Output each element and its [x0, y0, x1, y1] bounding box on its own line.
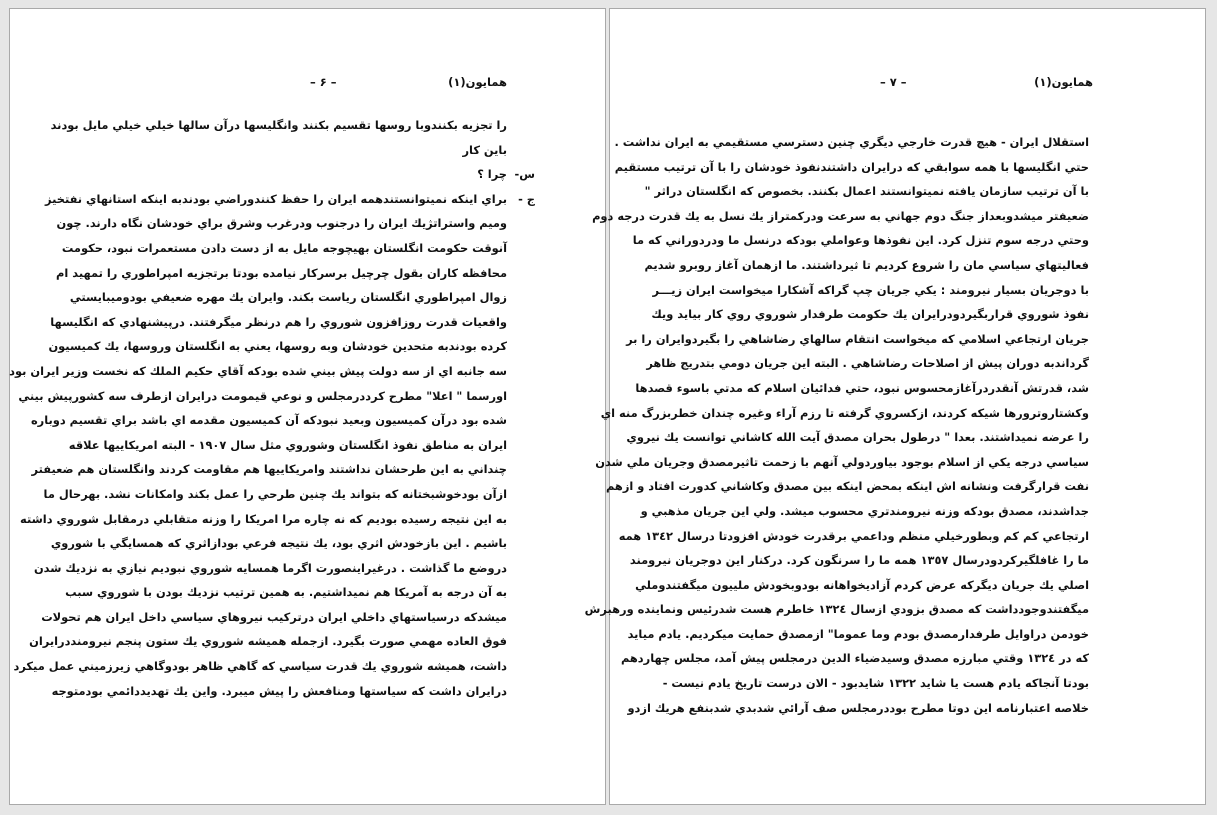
text-line: سه جانبه اي از سه دولت پيش بيني شده بودكه آقاي حكيم الملك كه نخست وزير ايران بود — [9, 363, 507, 378]
text-line: را عرضه نميداشتند. بعدا " درطول بحران مصدق آيت الله كاشاني توانست يك نيروي — [626, 430, 1089, 445]
text-line: خودمن دراوايل طرفدارمصدق بودم وما عموما" ازمصدق حمايت ميكرديم. يادم ميايد — [627, 626, 1089, 641]
text-line: با آن ترتيب سازمان يافته نميتوانستند اعمال بكنند. بخصوص كه انگلستان دراثر " — [644, 184, 1089, 199]
text-line: باشيم . اين بازخودش اثري بود، يك نتيجه فرعي بودازاثري كه همسايگي با شوروي — [50, 536, 507, 551]
running-head: همايون(١) — [1034, 75, 1093, 89]
text-line: درايران داشت كه سياستها ومنافعش را پيش ميبرد. واين يك تهديددائمي بودمتوجه — [51, 683, 507, 698]
text-line: استقلال ايران - هيچ قدرت خارجي ديگري چنين دسترسي مستقيمي به ايران نداشت . — [614, 135, 1089, 149]
text-line: حتي انگليسها با همه سوابقي كه درايران داشتندنفوذ خودشان را با آن ترتيب مستقيم — [614, 159, 1089, 174]
text-line: محافظه كاران بقول چرچيل برسركار نيامده بودتا برتجزيه امپراطوري را تمهيد ام — [56, 265, 507, 280]
text-line: ارتجاعي كم كم وبطورخيلي منظم وداعمي برقدرت خودش افزودتا درسال ١٣٤٢ همه — [618, 528, 1089, 543]
text-line — [45, 187, 535, 212]
text-line: وكشتاروترورها شيكه كردند، ازكسروي گرفته تا رزم آراء وغيره چندان خطربزرگ منه اي — [600, 405, 1089, 420]
page-number: – ۶ – — [310, 75, 337, 89]
text-line: آنوقت حكومت انگلستان بهيچوجه مايل به از دست دادن مستعمرات نبود، حكومت — [61, 240, 507, 255]
question-label: س- — [514, 167, 535, 182]
body-text — [9, 113, 535, 703]
text-line: ازآن بودخوشبختانه كه بتواند يك چنين طرحي را عمل بكند وامكانات نشد. بهرحال ما — [43, 486, 507, 501]
text-line: جداشدند، مصدق بودكه وزنه نيرومندتري محسوب ميشد. ولي اين جريان مذهبي و — [640, 503, 1089, 518]
text-line: بودتا آنجاكه يادم هست يا شايد ١٣٢٢ شايدبود - الان درست تاريخ يادم نيست - — [662, 676, 1089, 691]
text-line: كه در ١٣٢٤ وقتي مبارزه مصدق وسيدضياء الدين درمجلس پيش آمد، مجلس چهاردهم — [620, 651, 1089, 666]
text-line: داشت، هميشه شوروي يك قدرت سياسي كه گاهي ظاهر بودوگاهي زيرزميني عمل ميكرد — [13, 659, 507, 674]
page-right — [584, 8, 1206, 805]
text-line: ضعيفتر ميشدوبعداز جنگ دوم جهاني به سرعت ودركمتراز يك نسل به يك قدرت درجه دوم — [592, 208, 1089, 223]
text-line: ميگفتندوجودداشت كه مصدق بزودي ازسال ١٣٢٤ خاطرم هست شدرئيس ونماينده ورهبرش — [584, 602, 1089, 617]
text-line: فوق العاده مهمي صورت بگيرد. ازجمله هميشه شوروي يك ستون پنجم نيرومنددرايران — [29, 634, 507, 649]
text-line: زوال امپراطوري انگلستان رياست بكند. وايران يك مهره ضعيفي بودوميبايستي — [69, 290, 507, 305]
line-text: براي اينكه نميتوانستندهمه ايران را حفظ كنندوراضي بودندبه اينكه استانهاي نفتخيز — [45, 191, 507, 206]
text-line: شده بود درآن كميسيون وبعيد نبودكه آن كميسيون مقدمه اي باشد براي تقسيم دوباره — [30, 413, 507, 428]
line-text: چرا ؟ — [477, 167, 507, 182]
text-line: شد، قدرتش آنقدردرآغازمحسوس نبود، حتي فدائيان اسلام كه مدتي باسوء قصدها — [635, 380, 1089, 395]
text-line — [72, 162, 535, 187]
text-line: سياسي درجه يكي از اسلام بوجود بياوردولي آنهم با زحمت تاثيرمصدق وجريان ملي شدن — [595, 454, 1089, 469]
page-left — [9, 8, 606, 805]
text-line: اصلي يك جريان ديگركه عرض كردم آزاديخواهانه بودوبخودش ملييون ميگفتندوملي — [635, 577, 1089, 592]
text-line: دروضع ما گذاشت . درغيراينصورت اگرما همسايه شوروي نبوديم نيازي به نزديك شدن — [33, 560, 507, 575]
text-line: اورسما " اعلا" مطرح كرددرمجلس و نوعي قيمومت درايران ازطرف سه كشورپيش بيني — [18, 388, 507, 403]
text-line: خلاصه اعتبارنامه اين دوتا مطرح بوددرمجلس صف آرائي شدبدي شدبنفع هريك ازدو — [627, 700, 1089, 715]
text-line: نفوذ شوروي قراربگيردودرايران يك حكومت طرفدار شوروي روي كار بيايد ويك — [651, 307, 1089, 322]
text-line: وميم واستراتژيك ايران را درجنوب ودرغرب وشرق براي خودشان نگاه دارند. چون — [56, 216, 507, 231]
text-line: ايران به مناطق نفوذ انگلستان وشوروي مثل سال ١٩٠٧ - البته امريكاييها علاقه — [68, 437, 507, 452]
text-line: به اين نتيجه رسيده بوديم كه نه چاره مرا امريكا را وزنه متقابلي درمقابل شوروي داشته — [20, 511, 507, 526]
text-line: باين كار — [462, 142, 507, 157]
text-line: چنداني به اين طرحشان نداشتند وامريكاييها هم مقاومت كردند وانگلستان هم ضعيفتر — [31, 462, 507, 477]
text-line: با دوجريان بسيار نيرومند : يكي جريان چپ گراكه آشكارا ميخواست ايران زيـــر — [652, 282, 1089, 297]
text-line: ميشدكه درسياستهاي داخلي ايران درتركيب نيروهاي سياسي داخل ايران هم تحولات — [41, 609, 507, 624]
answer-label: ج - — [518, 191, 535, 206]
text-line: نفت قرارگرفت ونشانه اش اينكه بمحض اينكه بين مصدق وكاشاني كدورت افتاد و ازهم — [605, 479, 1089, 494]
page-number: – ٧ – — [880, 75, 907, 89]
text-line: واقعيات قدرت روزافزون شوروي را هم درنظر ميگرفتند. درپيشنهادي كه انگليسها — [50, 314, 507, 329]
text-line: كرده بودندبه متحدين خودشان وبه روسها، يعني به انگلستان وروسها، يك كميسيون — [48, 339, 507, 354]
text-line: وحتي درجه سوم تنزل كرد. اين نفوذها وعواملي بودكه درنسل ما ودردوراني كه ما — [632, 233, 1089, 248]
text-line: به آن درجه به آمريكا هم نميداشتيم. به همين ترتيب نزديك بودن با شوروي سبب — [65, 585, 507, 600]
text-line: فعاليتهاي سياسي مان را شروع كرديم تا ثيرداشتند. ما ازهمان آغاز روبرو شديم — [644, 257, 1089, 272]
running-head: همايون(١) — [448, 75, 507, 89]
text-line: جريان ارتجاعي اسلامي كه ميخواست انتقام سالهاي رضاشاهي را بگيردوايران را بر — [626, 331, 1089, 346]
text-line: را تجزيه بكنندوبا روسها تقسيم بكنند وانگليسها درآن سالها خيلي خيلي مايل بودند — [50, 118, 507, 132]
text-line: ما را غافلگيركردودرسال ١٣٥٧ همه ما را سرنگون كرد. دركنار اين دوجريان نيرومند — [629, 553, 1089, 568]
body-text — [584, 130, 1089, 720]
text-line: گرداندبه دوران پيش از اصلاحات رضاشاهي . البته اين جريان دومي بتدريج ظاهر — [646, 356, 1089, 371]
